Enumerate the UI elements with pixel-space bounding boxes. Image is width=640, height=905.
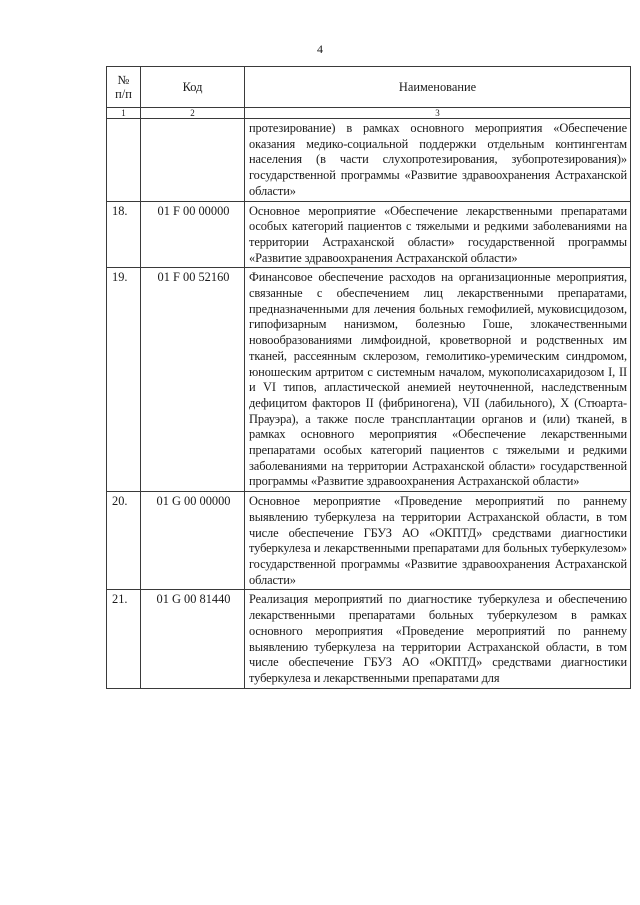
- row-name: Реализация мероприятий по диагностике туберкулеза и обеспечению лекарственными препаратами больных туберкулезом в рамках основного мероприятия «Проведение мероприятий по раннему выявлению туберкулеза на территории Астраханской области, в том числе обеспечение ГБУЗ АО «ОКПТД» средствами диагностики туберкулеза и лекарственными препаратами для: [245, 590, 631, 688]
- column-index: 3: [245, 108, 631, 119]
- column-index: 2: [141, 108, 245, 119]
- table-row: [107, 119, 631, 202]
- row-code: 01 F 00 52160: [141, 268, 245, 492]
- header-code: Код: [141, 67, 245, 108]
- page-number: 4: [317, 42, 323, 56]
- table-row: [107, 268, 631, 492]
- column-index-row: [107, 108, 631, 119]
- header-num: № п/п: [107, 67, 141, 108]
- table-row: [107, 201, 631, 268]
- row-number: 19.: [107, 268, 141, 492]
- row-name: Финансовое обеспечение расходов на организационные мероприятия, связанные с обеспечением лиц лекарственными препаратами, предназначенными для лечения больных гемофилией, муковисцидозом, гипофизарным нанизмом, болезнью Гоше, злокачественными новообразованиями лимфоидной, кроветворной и родственных им тканей, рассеянным склерозом, гемолитико-уремическим синдромом, юношеским артритом с системным началом, мукополисахаридозом I, II и VI типов, апластической анемией неуточненной, наследственным дефицитом факторов II (фибриногена), VII (лабильного), X (Стюарта-Прауэра), а также после трансплантации органов и (или) тканей, в рамках основного мероприятия «Обеспечение лекарственными препаратами особых категорий пациентов с тяжелыми и редкими заболеваниями на территории Астраханской области» государственной программы «Развитие здравоохранения Астраханской области»: [245, 268, 631, 492]
- row-code: [141, 119, 245, 202]
- row-code: 01 G 00 00000: [141, 492, 245, 590]
- header-name: Наименование: [245, 67, 631, 108]
- row-number: 18.: [107, 201, 141, 268]
- row-name: Основное мероприятие «Проведение мероприятий по раннему выявлению туберкулеза на территории Астраханской области, в том числе обеспечение ГБУЗ АО «ОКПТД» средствами диагностики туберкулеза и лекарственными препаратами для больных туберкулезом» государственной программы «Развитие здравоохранения Астраханской области»: [245, 492, 631, 590]
- row-name: Основное мероприятие «Обеспечение лекарственными препаратами особых категорий пациентов с тяжелыми и редкими заболеваниями на территории Астраханской области» государственной программы «Развитие здравоохранения Астраханской области»: [245, 201, 631, 268]
- row-number: 20.: [107, 492, 141, 590]
- row-number: [107, 119, 141, 202]
- table-row: [107, 590, 631, 688]
- row-name: протезирование) в рамках основного мероприятия «Обеспечение оказания медико-социальной поддержки отдельным контингентам населения (в части слухопротезирования, зубопротезирования)» государственной программы «Развитие здравоохранения Астраханской области»: [245, 119, 631, 202]
- table-row: [107, 492, 631, 590]
- header-row: [107, 67, 631, 108]
- column-index: 1: [107, 108, 141, 119]
- row-code: 01 G 00 81440: [141, 590, 245, 688]
- budget-classification-table: [106, 66, 631, 689]
- row-code: 01 F 00 00000: [141, 201, 245, 268]
- row-number: 21.: [107, 590, 141, 688]
